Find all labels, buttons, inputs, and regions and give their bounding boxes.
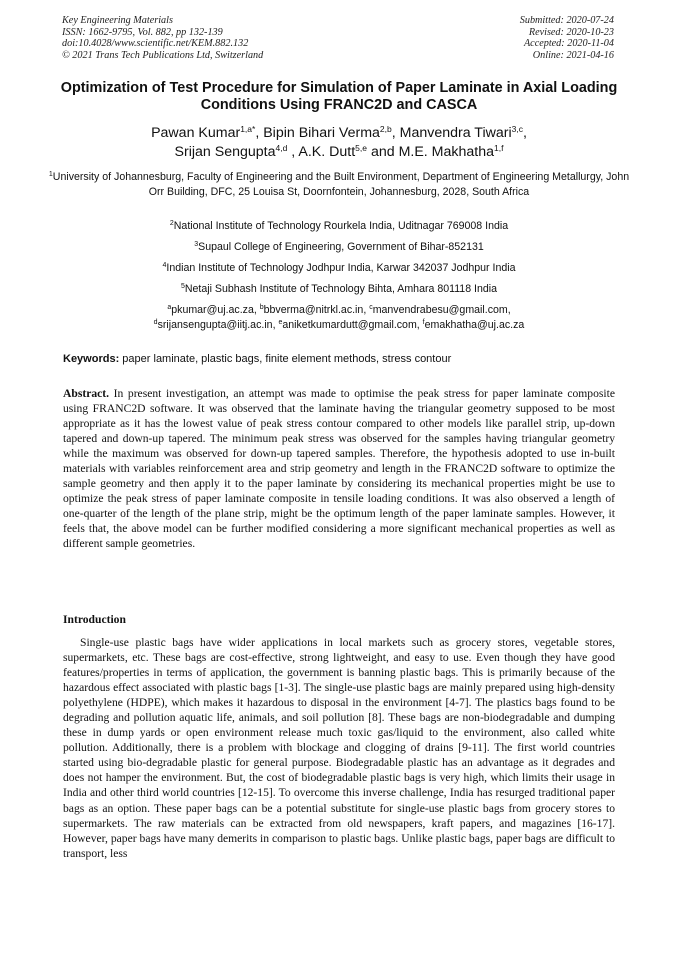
author-affiliation-marker: 5,e [355, 142, 367, 153]
affiliation-4 [40, 261, 638, 276]
keywords-label: Keywords: [63, 353, 120, 365]
author-affiliation-marker: 1,a* [240, 124, 256, 134]
author-name: A.K. Dutt [298, 143, 356, 160]
author-name: Pawan Kumar [151, 125, 241, 141]
abstract-text: In present investigation, an attempt was made to optimise the peak stress for paper laminate composite using FRANC2D software. It was observed that the laminate having the triangular geometry supposed to be most appropriate as it has the lowest value of peak stress contour compared to other models like parallel strip, up-down tapered and down-up tapered. The minimum peak stress was observed for the samples having triangular geometry while the maximum was observed for down-up tapered samples. Therefore, the hypothesis adopted to use in-built materials with variables reinforcement area and strip geometry and length in the FRANC2D software to optimize the sample geometry and then apply it to the paper laminate by considering its mechanical properties might be use to optimize the peak stress of paper laminate composite in tensile loading conditions. It was also observed a length of one-quarter of the length of the plane strip, might be the optimum length of the paper laminate samples. However, it feels that, the above model can be further modified considering a more significant mechanical properties as well as different sample geometries. [63, 387, 615, 551]
date-online: Online: 2021-04-16 [532, 49, 614, 61]
introduction-paragraph: Single-use plastic bags have wider applications in local markets such as grocery stores, vegetable stores, supermarkets, etc. These bags are cost-effective, strong lightweight, and easy to use. Even though they have good features/properties in terms of application, the government is banning plastic bags. This is primarily because of the hazardous effect associated with plastic bags [1-3]. The single-use plastic bags are mainly prepared using high-density polyethylene (HDPE), which makes it hazardous to disposal in the environment [4-7]. The plastics bags found to be degrading and pollution aquatic life, animals, and soil pollution [8]. These bags are non-biodegradable and dumping these in dump yards or open environment release much toxic gas/liquid to the environment, also called white pollution. Additionally, there is a problem with blockage and clogging of drains [9-11]. The first world countries started using bio-degradable plastic for general purpose. Biodegradable plastic has an advantage as it degrades and does not hamper the environment. But, the cost of biodegradable plastic bags is very high, which limits their usage in India and other third world countries [12-15]. To overcome this inverse challenge, India has resurged traditional paper bags as an option. These paper bags can be a potential substitute for single-use plastic bags from grocery stores to supermarkets. The raw materials can be extracted from old newspapers, kraft papers, and magazines [16-17]. However, paper bags have many demerits in comparison to plastic bags. Unlike plastic bags, paper bags are difficult to transport, less [63, 636, 615, 860]
email-marker: c [369, 304, 373, 311]
author-name: M.E. Makhatha [398, 143, 494, 160]
email-address[interactable]: aniketkumardutt@gmail.com [282, 318, 417, 331]
author-name: Bipin Bihari Verma [263, 125, 380, 141]
affiliation-marker: 3 [194, 241, 199, 248]
affiliation-3 [40, 240, 638, 255]
email-marker: e [278, 318, 283, 326]
affiliation-2 [40, 219, 638, 234]
author-separator: , [255, 125, 264, 141]
affiliation-marker: 2 [169, 220, 174, 227]
affiliation-5 [40, 282, 638, 297]
email-separator: , [416, 318, 423, 331]
email-list [40, 303, 638, 332]
email-address[interactable]: srijansengupta@iitj.ac.in [157, 318, 273, 331]
publication-dates [520, 15, 614, 61]
email-address[interactable]: bbverma@nitrkl.ac.in [263, 304, 364, 316]
author-affiliation-marker: 1,f [493, 142, 504, 153]
email-marker: b [259, 304, 264, 311]
email-address[interactable]: manvendrabesu@gmail.com [372, 304, 508, 316]
keywords-line [63, 352, 615, 366]
paper-title: Optimization of Test Procedure for Simulation of Paper Laminate in Axial Loading Conditions Using FRANC2D and CASCA [60, 80, 618, 114]
author-name: Srijan Sengupta [174, 143, 276, 160]
author-separator: , [391, 125, 400, 141]
affiliation-1 [40, 170, 638, 199]
abstract-label: Abstract. [63, 387, 110, 400]
affiliation-text: National Institute of Technology Rourkela India, Uditnagar 769008 India [173, 220, 509, 232]
email-separator: , [507, 304, 511, 316]
email-address[interactable]: emakhatha@uj.ac.za [424, 318, 525, 331]
author-separator: and [367, 143, 399, 160]
affiliation-text: University of Johannesburg, Faculty of Engineering and the Built Environment, Department of Engineering Metallurgy, John Orr Building, DFC, 25 Louisa St, Doornfontein, Johannesburg, 2028, South Africa [52, 171, 630, 198]
date-submitted: Submitted: 2020-07-24 [519, 15, 614, 26]
affiliation-text: Netaji Subhash Institute of Technology Bihta, Amhara 801118 India [184, 283, 498, 295]
email-separator: , [363, 304, 370, 316]
affiliation-marker: 5 [180, 283, 185, 290]
email-marker: a [167, 304, 172, 311]
author-list [40, 124, 638, 161]
email-marker: f [422, 318, 425, 326]
journal-name: Key Engineering Materials [62, 15, 173, 26]
email-separator: , [272, 318, 279, 331]
author-affiliation-marker: 3,c [511, 124, 523, 134]
author-affiliation-marker: 2,b [379, 124, 392, 134]
affiliation-text: Supaul College of Engineering, Government of Bihar-852131 [198, 241, 484, 253]
affiliation-marker: 4 [162, 262, 167, 269]
abstract-paragraph [63, 386, 615, 552]
email-marker: d [153, 318, 158, 326]
keywords-text: paper laminate, plastic bags, finite element methods, stress contour [119, 353, 452, 365]
author-separator: , [287, 143, 299, 160]
affiliation-marker: 1 [48, 171, 53, 178]
email-address[interactable]: pkumar@uj.ac.za [171, 304, 254, 316]
journal-issn: ISSN: 1662-9795, Vol. 882, pp 132-139 [62, 26, 223, 38]
email-separator: , [253, 304, 260, 316]
section-heading-introduction: Introduction [63, 613, 126, 626]
affiliation-text: Indian Institute of Technology Jodhpur India, Karwar 342037 Jodhpur India [166, 262, 516, 274]
author-affiliation-marker: 4,d [275, 142, 288, 153]
journal-doi[interactable]: doi:10.4028/www.scientific.net/KEM.882.132 [62, 38, 249, 50]
journal-header [62, 15, 263, 61]
author-name: Manvendra Tiwari [399, 125, 512, 141]
date-revised: Revised: 2020-10-23 [528, 26, 614, 38]
author-separator: , [522, 125, 527, 141]
date-accepted: Accepted: 2020-11-04 [523, 38, 614, 50]
journal-copyright: © 2021 Trans Tech Publications Ltd, Switzerland [62, 49, 264, 61]
